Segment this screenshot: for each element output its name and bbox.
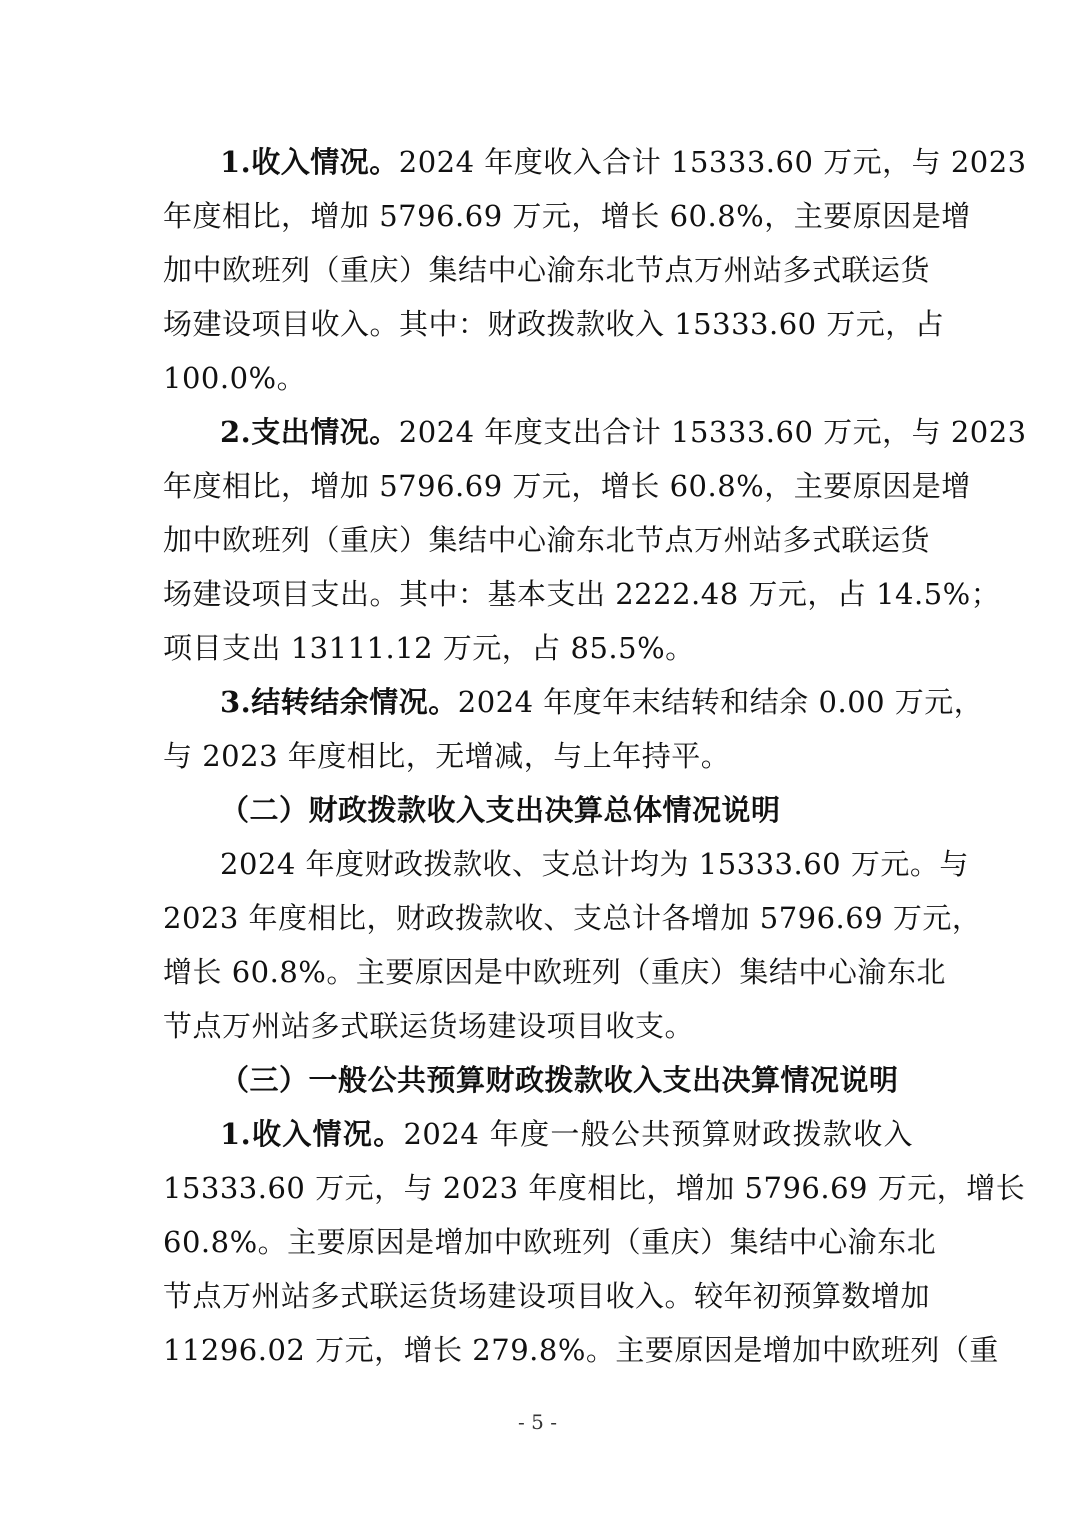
fiscal-summary-paragraph-line: 增长 60.8%。主要原因是中欧班列（重庆）集结中心渝东北 [163,955,946,989]
public-budget-paragraph-line: 节点万州站多式联运货场建设项目收入。较年初预算数增加 [163,1279,931,1313]
income-paragraph-line: 年度相比，增加 5796.69 万元，增长 60.8%，主要原因是增 [163,199,971,233]
carryover-heading: 3.结转结余情况。 [220,685,458,719]
fiscal-summary-paragraph-line: 节点万州站多式联运货场建设项目收支。 [163,1009,695,1043]
public-budget-paragraph-line: 60.8%。主要原因是增加中欧班列（重庆）集结中心渝东北 [163,1225,937,1259]
page-number: - 5 - [518,1410,557,1434]
fiscal-summary-paragraph-line: 2024 年度财政拨款收、支总计均为 15333.60 万元。与 [220,847,969,881]
public-budget-income-heading: 1.收入情况。 [220,1117,404,1151]
expenditure-paragraph-line: 2.支出情况。2024 年度支出合计 15333.60 万元，与 2023 [220,415,1027,449]
expenditure-paragraph-line: 场建设项目支出。其中：基本支出 2222.48 万元，占 14.5%； [163,577,1001,611]
income-heading: 1.收入情况。 [220,145,399,179]
carryover-paragraph-line: 3.结转结余情况。2024 年度年末结转和结余 0.00 万元， [220,685,984,719]
income-paragraph-line: 场建设项目收入。其中：财政拨款收入 15333.60 万元，占 [163,307,945,341]
expenditure-paragraph-line: 项目支出 13111.12 万元，占 85.5%。 [163,631,695,665]
section-heading: （二）财政拨款收入支出决算总体情况说明 [220,793,781,827]
expenditure-heading: 2.支出情况。 [220,415,399,449]
fiscal-summary-paragraph-line: 2023 年度相比，财政拨款收、支总计各增加 5796.69 万元， [163,901,982,935]
expenditure-paragraph-line: 年度相比，增加 5796.69 万元，增长 60.8%，主要原因是增 [163,469,971,503]
income-paragraph-line: 1.收入情况。2024 年度收入合计 15333.60 万元，与 2023 [220,145,1027,179]
expenditure-paragraph-line: 加中欧班列（重庆）集结中心渝东北节点万州站多式联运货 [163,523,931,557]
income-paragraph-line: 100.0%。 [163,361,307,395]
public-budget-paragraph-line: 11296.02 万元，增长 279.8%。主要原因是增加中欧班列（重 [163,1333,999,1367]
income-paragraph-line: 加中欧班列（重庆）集结中心渝东北节点万州站多式联运货 [163,253,931,287]
section-heading: （三）一般公共预算财政拨款收入支出决算情况说明 [220,1063,899,1097]
public-budget-paragraph-line: 1.收入情况。2024 年度一般公共预算财政拨款收入 [220,1117,913,1151]
carryover-paragraph-line: 与 2023 年度相比，无增减，与上年持平。 [163,739,731,773]
public-budget-paragraph-line: 15333.60 万元，与 2023 年度相比，增加 5796.69 万元，增长 [163,1171,1026,1205]
